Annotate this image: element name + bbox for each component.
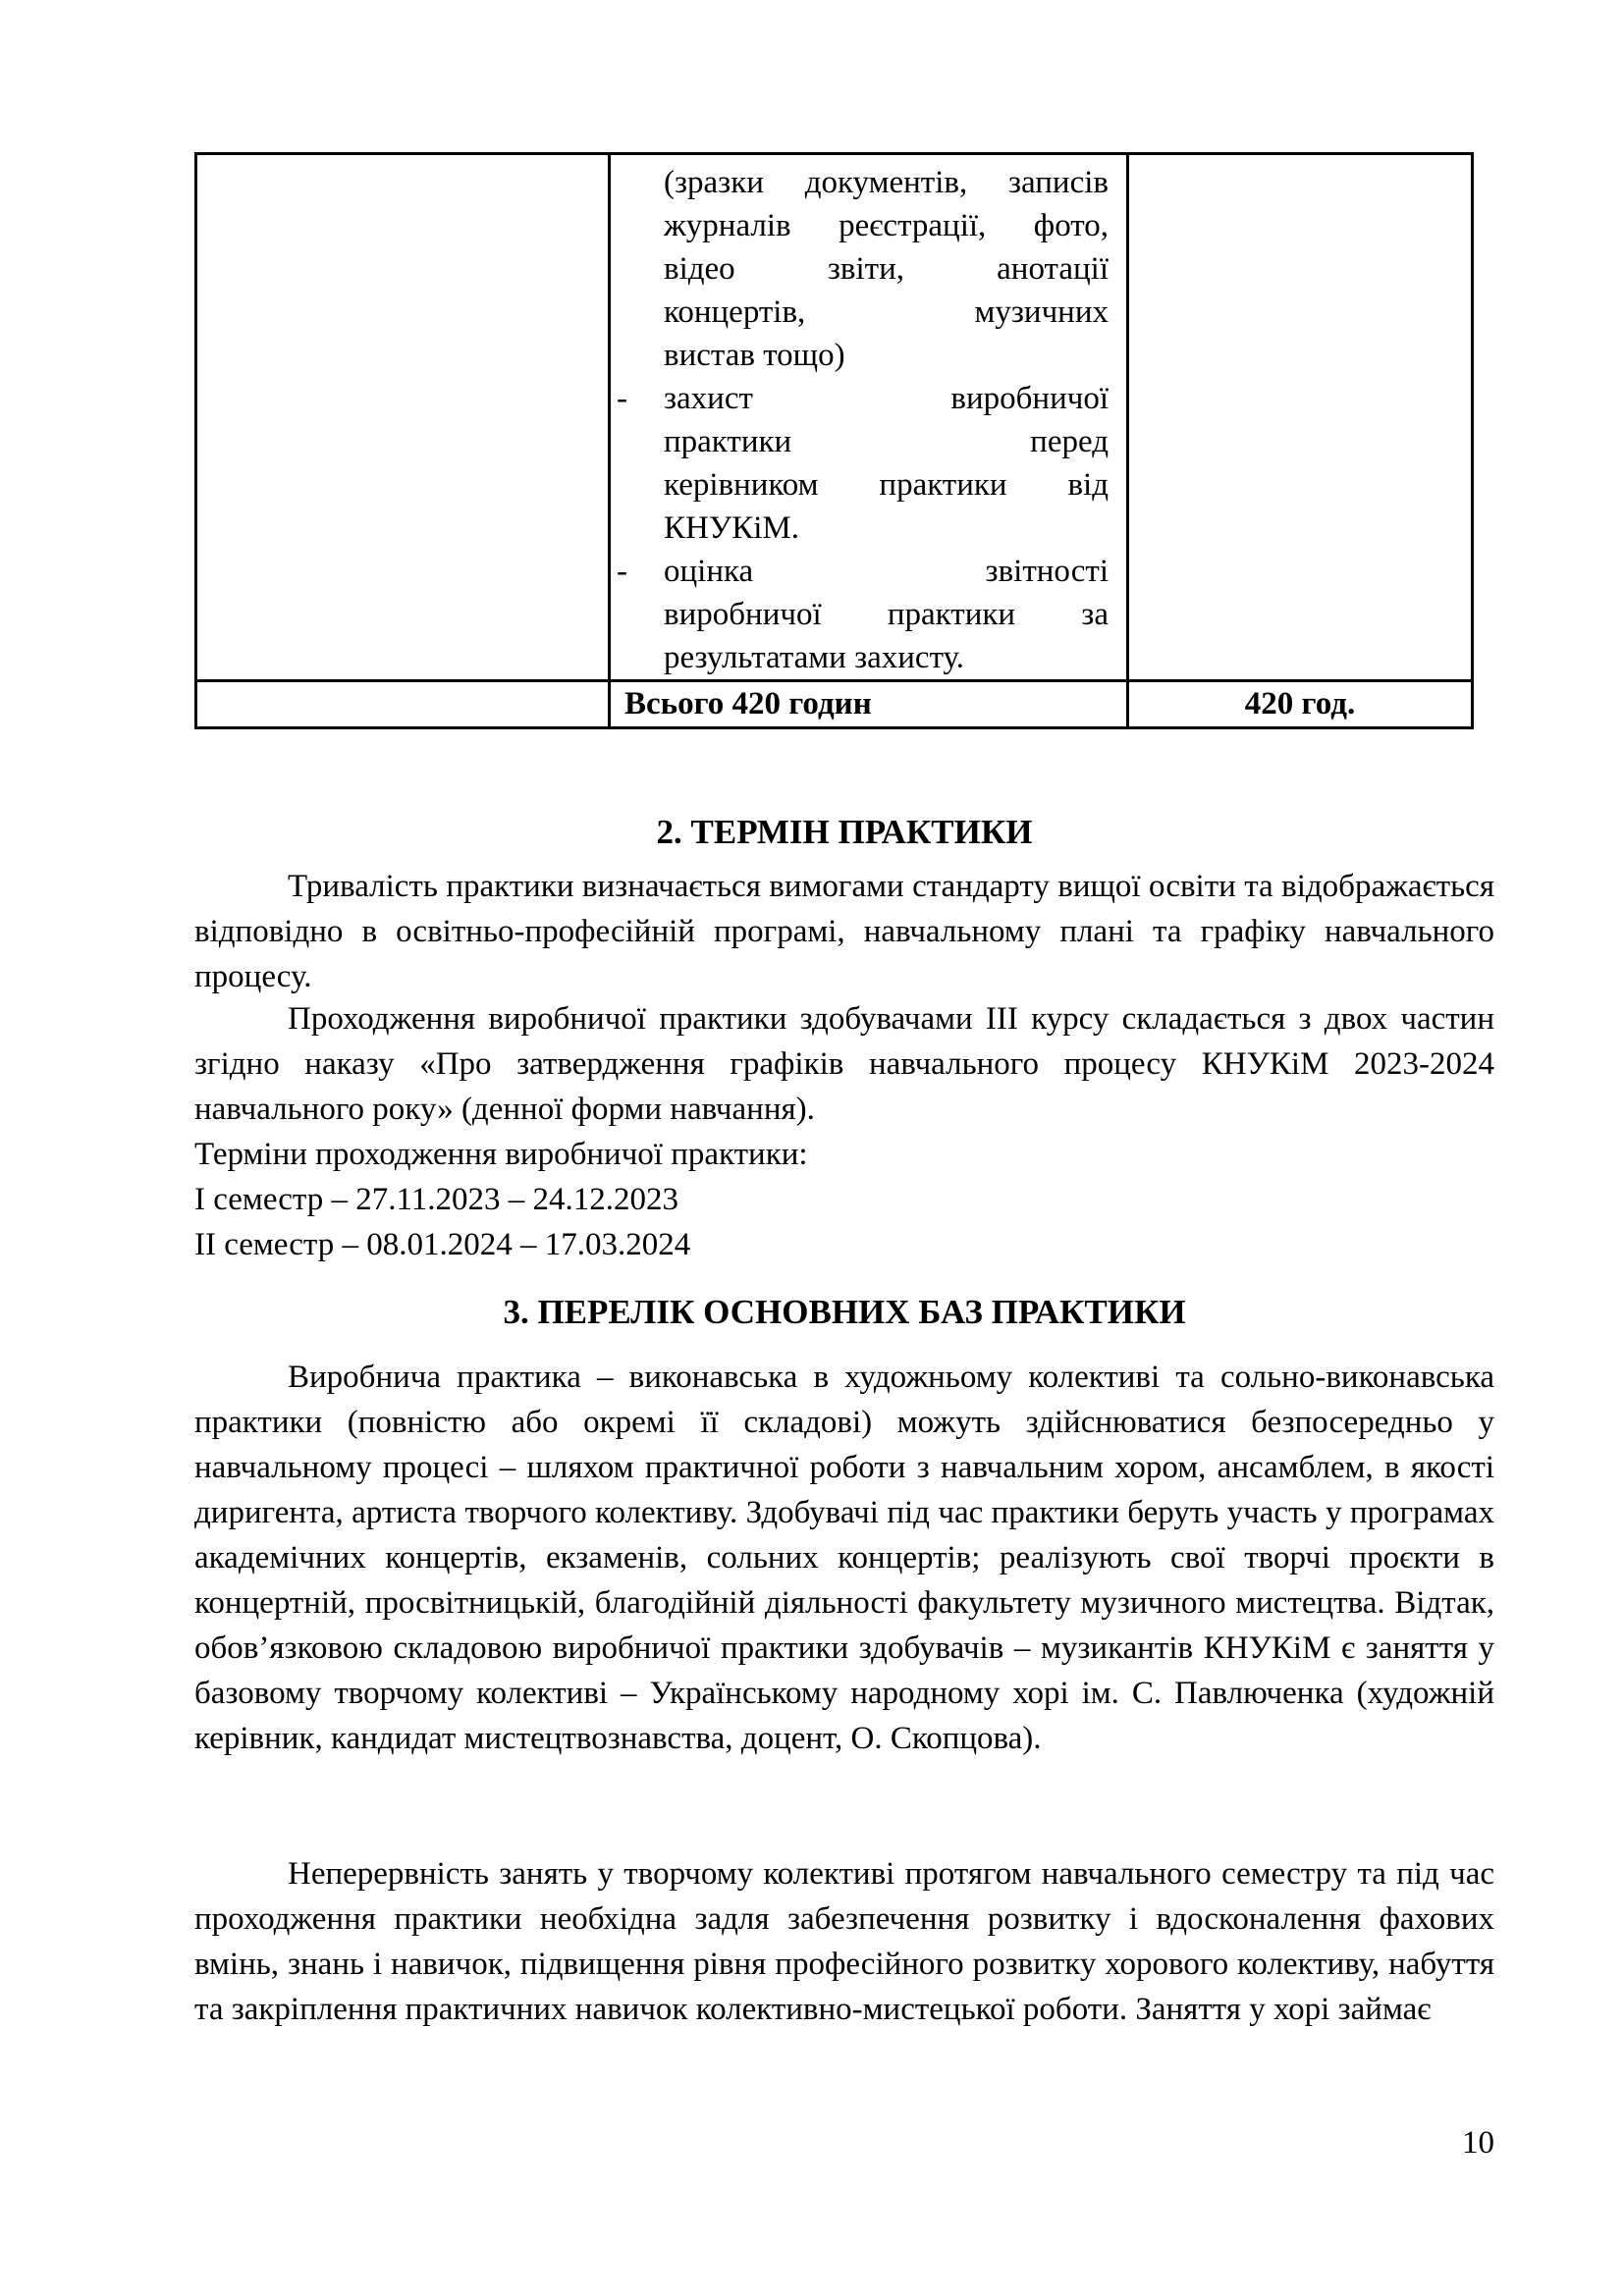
section3-paragraph-1: Виробнича практика – виконавська в художньому колективі та сольно-виконавська практики (повністю або окремі її складові) можуть здійснюватися безпосередньо у навчальному процесі – шляхом практичної роботи з навчальним хором, ансамблем, в якості диригента, артиста творчого колективу. Здобувачі під час практики беруть участь у програмах академічних концертів, екзаменів, сольних концертів; реалізують свої творчі проєкти в концертній, просвітницькій, благодійній діяльності факультету музичного мистецтва. Відтак, обов’язковою складовою виробничої практики здобувачів – музикантів КНУКіМ є заняття у базовому творчому колективі – Українському народному хорі ім. С. Павлюченка (художній керівник, кандидат мистецтвознавства, доцент, О. Скопцова).	[194, 1360, 1494, 1756]
section2-paragraph-1: Тривалість практики визначається вимогами стандарту вищої освіти та відображається відповідно в освітньо-професійній програмі, навчальному плані та графіку навчального процесу.	[194, 869, 1494, 994]
page-number: 10	[1462, 2125, 1494, 2161]
term-semester-2: ІІ семестр – 08.01.2024 – 17.03.2024	[194, 1227, 691, 1262]
activity-line: виробничої практики за	[664, 597, 1109, 632]
bullet-dash: -	[617, 381, 627, 416]
table-cell-activities	[610, 154, 1128, 681]
section3-paragraph-2: Неперервність занять у творчому колективі протягом навчального семестру та під час проходження практики необхідна задля забезпечення розвитку і вдосконалення фахових вмінь, знань і навичок, підвищення рівня професійного розвитку хорового колективу, набуття та закріплення практичних навичок колективно-мистецької роботи. Заняття у хорі займає	[194, 1856, 1494, 2027]
activity-line: концертів, музичних	[664, 294, 1109, 330]
table-total-row	[196, 681, 1473, 728]
activity-line: вистав тощо)	[664, 338, 845, 373]
activity-line: (зразки документів, записів	[664, 165, 1109, 200]
total-cell-empty	[196, 681, 610, 728]
activity-line: керівником практики від	[664, 467, 1109, 503]
activity-line: журналів реєстрації, фото,	[664, 208, 1109, 243]
activity-line: відео звіти, анотації	[664, 251, 1109, 287]
section2-heading: 2. ТЕРМІН ПРАКТИКИ	[656, 813, 1033, 851]
practice-hours-table	[194, 152, 1474, 729]
terms-intro-line: Терміни проходження виробничої практики:	[194, 1137, 808, 1172]
section3-heading: 3. ПЕРЕЛІК ОСНОВНИХ БАЗ ПРАКТИКИ	[503, 1293, 1186, 1331]
term-semester-1: І семестр – 27.11.2023 – 24.12.2023	[194, 1182, 679, 1217]
bullet-dash: -	[617, 554, 627, 589]
activity-line: КНУКіМ.	[664, 510, 799, 546]
total-hours-value: 420 год.	[1128, 681, 1473, 728]
total-hours-label: Всього 420 годин	[610, 681, 1128, 728]
table-cell-hours	[1128, 154, 1473, 681]
activity-line-bullet	[615, 377, 1109, 420]
table-cell-stage	[196, 154, 610, 681]
activity-line-text: оцінка звітності	[664, 554, 1109, 589]
activity-line: практики перед	[664, 424, 1109, 459]
activity-line: результатами захисту.	[664, 640, 965, 675]
section2-paragraph-2: Проходження виробничої практики здобувачами ІІІ курсу складається з двох частин згідно наказу «Про затвердження графіків навчального процесу КНУКіМ 2023-2024 навчального року» (денної форми навчання).	[194, 1001, 1494, 1127]
table-row	[196, 154, 1473, 681]
activity-line-text: захист виробничої	[664, 381, 1109, 416]
activity-line-bullet	[615, 550, 1109, 593]
